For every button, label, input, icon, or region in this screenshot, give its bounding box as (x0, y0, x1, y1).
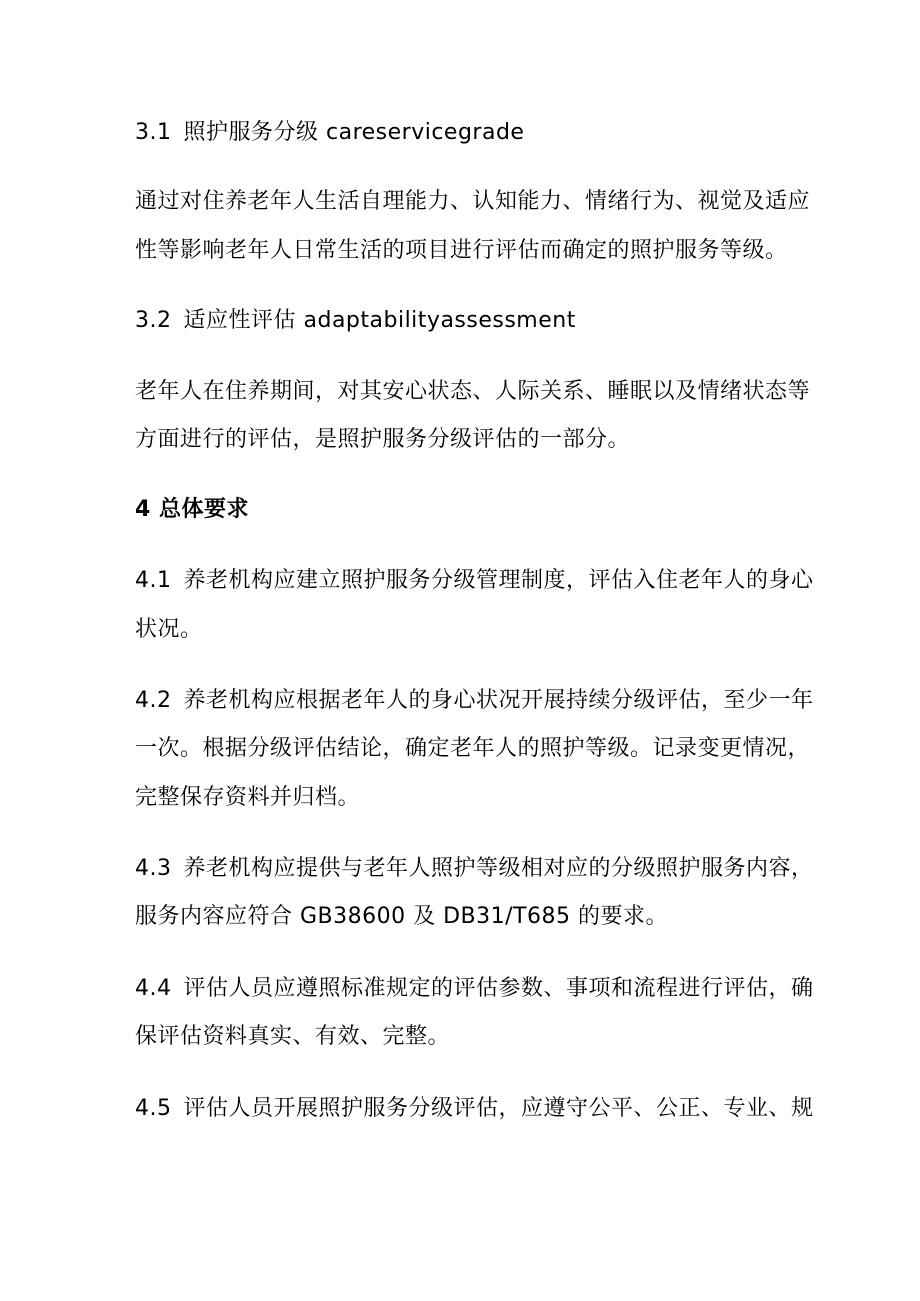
clause-4-2-line: 一次。根据分级评估结论，确定老年人的照护等级。记录变更情况， (135, 736, 811, 761)
section-heading-3-1 (135, 118, 524, 148)
clause-number: 4.5 (135, 1096, 172, 1121)
clause-4-4-line (135, 974, 814, 1004)
section-number: 3.1 (135, 120, 172, 145)
clause-number: 4.4 (135, 976, 172, 1001)
clause-text: 评估人员应遵照标准规定的评估参数、事项和流程进行评估，确 (183, 976, 814, 1001)
section-number: 3.2 (135, 308, 172, 333)
paragraph-line: 老年人在住养期间，对其安心状态、人际关系、睡眠以及情绪状态等 (135, 379, 811, 404)
clause-4-1-line: 状况。 (135, 617, 203, 642)
section-title: 照护服务分级 careservicegrade (183, 120, 525, 145)
section-title: 适应性评估 adaptabilityassessment (183, 308, 576, 333)
paragraph-line: 通过对住养老年人生活自理能力、认知能力、情绪行为、视觉及适应 (135, 189, 811, 214)
clause-4-5-line (135, 1094, 814, 1124)
clause-4-1-line (135, 566, 814, 596)
clause-text: 养老机构应提供与老年人照护等级相对应的分级照护服务内容， (183, 856, 814, 881)
clause-4-3-line (135, 854, 814, 884)
clause-number: 4.2 (135, 688, 172, 713)
section-heading-3-2 (135, 306, 576, 336)
section-heading-4: 4 总体要求 (135, 497, 249, 522)
clause-4-2-line (135, 686, 814, 716)
clause-text: 评估人员开展照护服务分级评估，应遵守公平、公正、专业、规 (183, 1096, 814, 1121)
paragraph-line: 方面进行的评估，是照护服务分级评估的一部分。 (135, 427, 631, 452)
clause-text: 养老机构应建立照护服务分级管理制度，评估入住老年人的身心 (183, 568, 814, 593)
clause-4-4-line: 保评估资料真实、有效、完整。 (135, 1024, 451, 1049)
clause-4-3-line: 服务内容应符合 GB38600 及 DB31/T685 的要求。 (135, 904, 668, 929)
clause-number: 4.1 (135, 568, 172, 593)
clause-4-2-line: 完整保存资料并归档。 (135, 785, 361, 810)
clause-text: 养老机构应根据老年人的身心状况开展持续分级评估，至少一年 (183, 688, 814, 713)
paragraph-line: 性等影响老年人日常生活的项目进行评估而确定的照护服务等级。 (135, 238, 788, 263)
clause-number: 4.3 (135, 856, 172, 881)
